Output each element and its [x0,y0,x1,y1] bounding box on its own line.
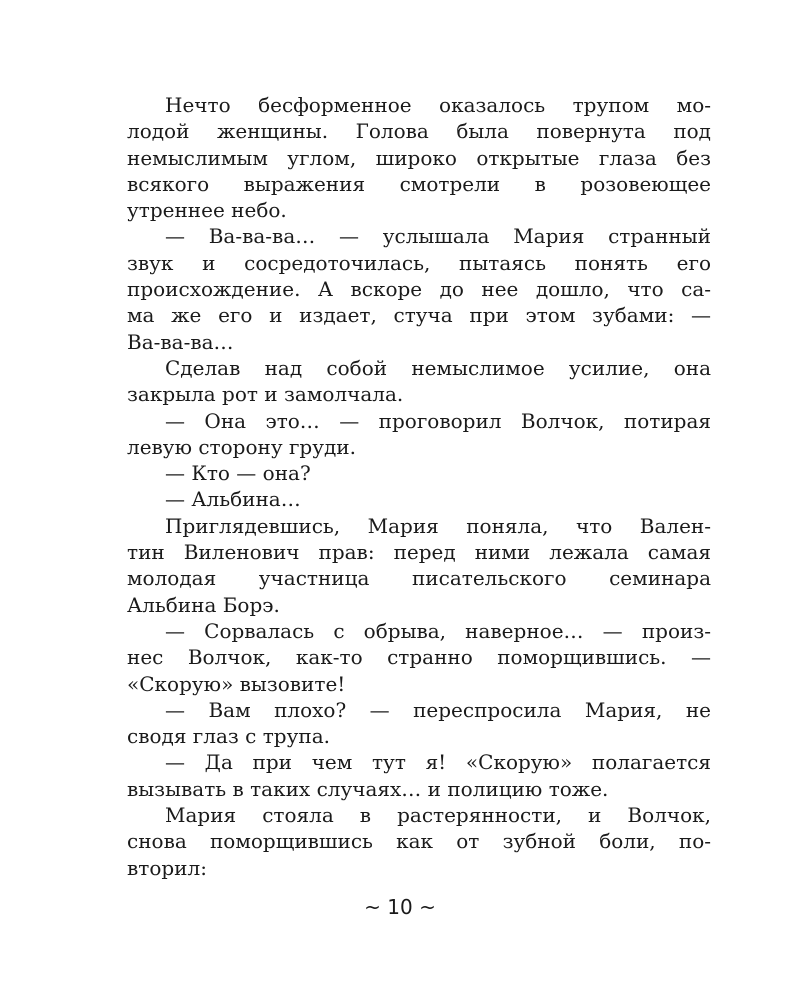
text-line: лодой женщины. Голова была повернута под [127,119,711,144]
paragraph [127,355,711,408]
paragraph [127,408,711,461]
text-line: ма же его и издает, стуча при этом зубами: — [127,303,711,328]
text-line: — Да при чем тут я! «Скорую» полагается [165,750,711,775]
text-line: левую сторону груди. [127,434,356,459]
text-line: — Сорвалась с обрыва, наверное… — произ- [165,618,711,643]
text-line: происхождение. А вскоре до нее дошло, что са- [127,277,711,302]
paragraph [127,513,711,618]
text-line: тин Виленович прав: перед ними лежала самая [127,540,711,565]
text-line: Сделав над собой немыслимое усилие, она [165,355,711,380]
paragraph [127,92,711,223]
paragraph [127,749,711,802]
text-line: — Она это… — проговорил Волчок, потирая [165,408,711,433]
text-line: вторил: [127,855,207,880]
text-line: Альбина Борэ. [127,592,280,617]
page-body-text [127,92,711,881]
text-line: — Ва-ва-ва… — услышала Мария странный [165,224,711,249]
text-line: Ва-ва-ва… [127,329,234,354]
text-line: всякого выражения смотрели в розовеющее [127,171,711,196]
text-line: вызывать в таких случаях… и полицию тоже. [127,776,609,801]
paragraph [127,802,711,881]
text-line: звук и сосредоточилась, пытаясь понять его [127,250,711,275]
text-line: закрыла рот и замолчала. [127,382,404,407]
page-number: ~ 10 ~ [364,895,436,919]
text-line: — Кто — она? [165,461,311,486]
paragraph [127,486,711,512]
text-line: Нечто бесформенное оказалось трупом мо- [165,93,711,117]
text-line: «Скорую» вызовите! [127,671,346,696]
text-line: — Вам плохо? — переспросила Мария, не [165,697,711,722]
paragraph [127,697,711,750]
paragraph [127,460,711,486]
paragraph [127,223,711,354]
text-line: немыслимым углом, широко открытые глаза без [127,145,711,170]
text-line: утреннее небо. [127,198,287,223]
text-line: Приглядевшись, Мария поняла, что Вален- [165,513,711,538]
text-line: — Альбина… [165,487,301,512]
text-line: сводя глаз с трупа. [127,724,330,749]
text-line: нес Волчок, как-то странно поморщившись. — [127,645,711,670]
paragraph [127,618,711,697]
text-line: молодая участница писательского семинара [127,566,711,591]
text-line: Мария стояла в растерянности, и Волчок, [165,803,711,828]
text-line: снова поморщившись как от зубной боли, по- [127,829,711,854]
